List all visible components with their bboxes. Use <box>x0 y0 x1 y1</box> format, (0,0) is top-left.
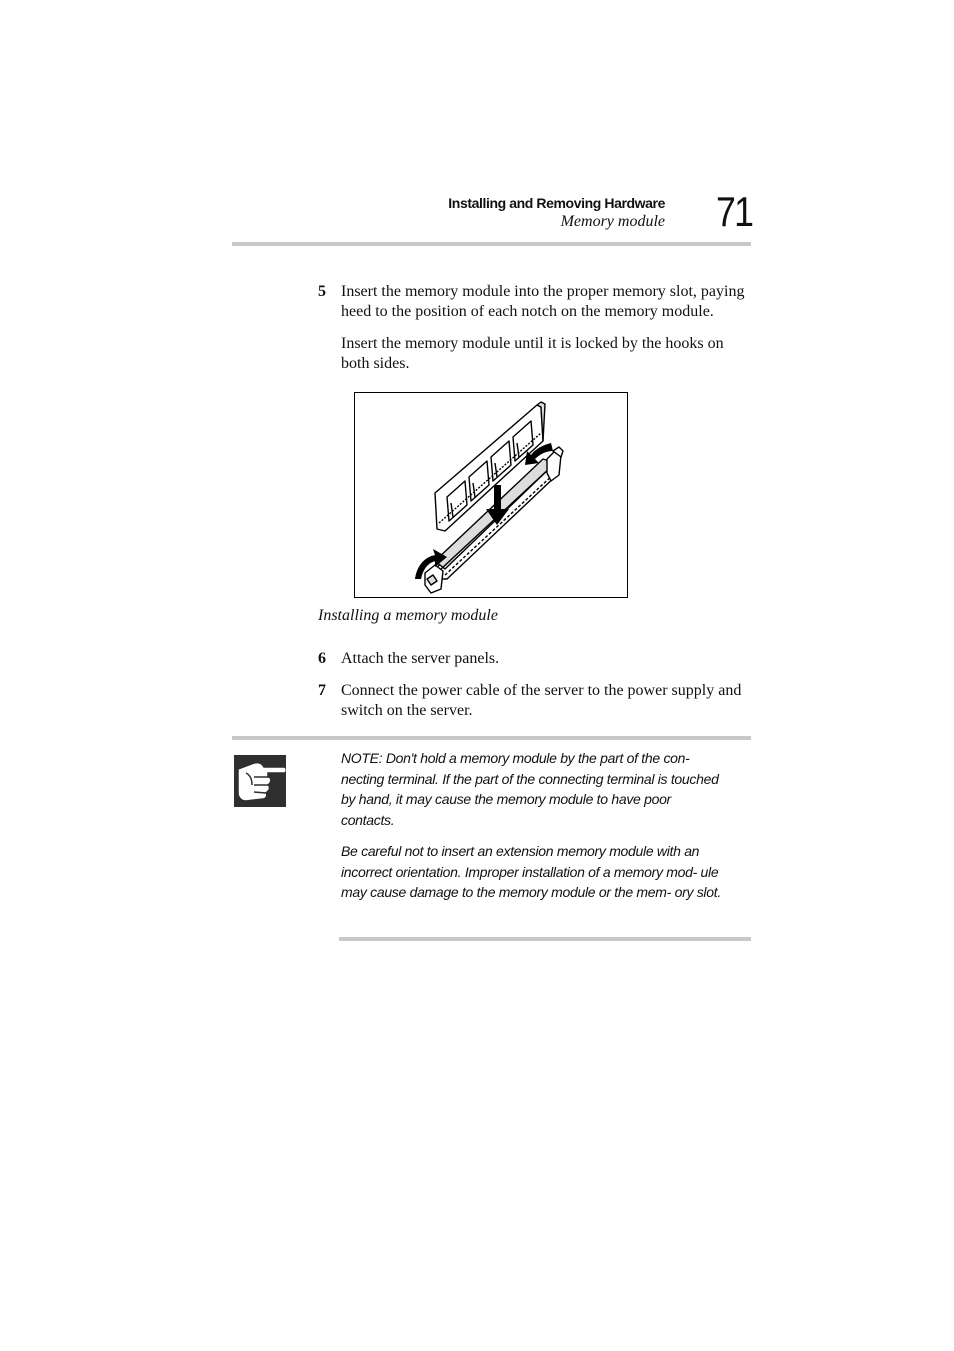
figure-caption: Installing a memory module <box>318 607 498 624</box>
note-top-rule <box>232 736 751 740</box>
running-header-section: Memory module <box>560 213 665 230</box>
step-text: Insert the memory module into the proper memory slot, paying heed to the position of each notch on the memory module. <box>341 283 745 320</box>
note-paragraph-2: Be careful not to insert an extension memory module with an incorrect orientation. Improper installation of a memory mod- ule may cause damage to the memory module or the mem- ory slot. <box>341 842 721 901</box>
memory-module-illustration <box>355 393 627 597</box>
note-paragraph-1: NOTE: Don't hold a memory module by the part of the con- necting terminal. If the part of the connecting terminal is touched by hand, it may cause the memory module to have poor contacts. <box>341 750 719 829</box>
step-number: 6 <box>318 650 326 667</box>
running-header-chapter: Installing and Removing Hardware <box>448 195 665 211</box>
step-text: Attach the server panels. <box>341 650 500 667</box>
step-5 <box>318 282 753 374</box>
figure-memory-module-installation <box>354 392 628 598</box>
step-text: Connect the power cable of the server to the power supply and switch on the server. <box>341 682 742 719</box>
note-block <box>341 748 721 913</box>
page-number: 71 <box>716 188 753 235</box>
header-rule <box>232 242 751 246</box>
step-7 <box>318 681 753 721</box>
step-additional-text: Insert the memory module until it is locked by the hooks on both sides. <box>341 335 724 372</box>
step-number: 7 <box>318 682 326 699</box>
step-number: 5 <box>318 283 326 300</box>
step-6 <box>318 649 753 669</box>
note-bottom-rule <box>339 937 751 941</box>
pointing-hand-icon <box>234 755 286 807</box>
